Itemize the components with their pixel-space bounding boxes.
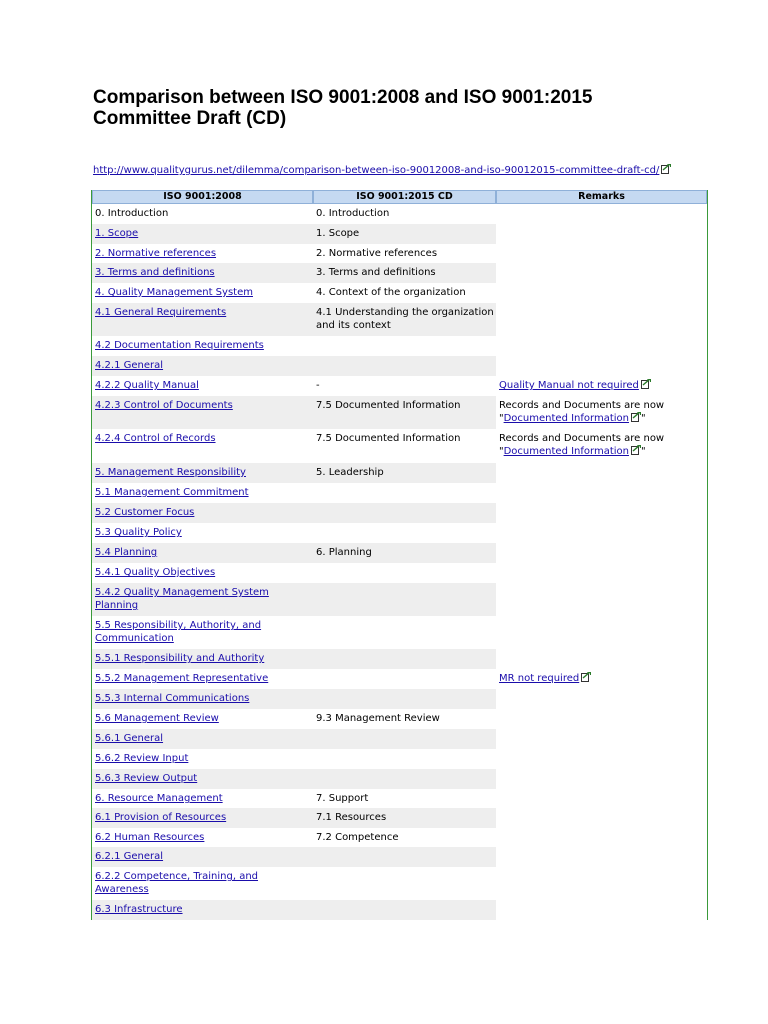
cell-remarks — [496, 483, 707, 503]
external-link-icon[interactable] — [631, 445, 641, 455]
cell-iso2008 — [92, 709, 313, 729]
cell-iso2008 — [92, 689, 313, 709]
cell-remarks — [496, 263, 707, 283]
remark-suffix: " — [640, 413, 646, 424]
cell-remarks — [496, 283, 707, 303]
cell-iso2008 — [92, 463, 313, 483]
cell-iso2008 — [92, 204, 313, 224]
table-row — [92, 669, 707, 689]
table-row — [92, 709, 707, 729]
cell-iso2015 — [313, 376, 496, 396]
clause-link[interactable]: 6.3 Infrastructure — [95, 904, 183, 915]
cell-remarks — [496, 244, 707, 263]
cell-iso2015 — [313, 429, 496, 463]
table-row — [92, 789, 707, 808]
cell-remarks — [496, 463, 707, 483]
cell-iso2008 — [92, 336, 313, 356]
table-row — [92, 224, 707, 244]
clause-link[interactable]: 4. Quality Management System — [95, 287, 253, 298]
cell-remarks — [496, 503, 707, 523]
clause-text: 0. Introduction — [95, 208, 169, 219]
cell-iso2015 — [313, 224, 496, 244]
cell-iso2008 — [92, 429, 313, 463]
cell-remarks — [496, 669, 707, 689]
cell-iso2015 — [313, 263, 496, 283]
cell-iso2015 — [313, 789, 496, 808]
clause-link[interactable]: 5.4 Planning — [95, 547, 158, 558]
cell-remarks — [496, 563, 707, 583]
clause-link[interactable]: 5.5 Responsibility, Authority, and Communication — [95, 620, 262, 644]
table-row — [92, 376, 707, 396]
cell-iso2015 — [313, 808, 496, 828]
cell-iso2015 — [313, 543, 496, 563]
clause-link[interactable]: 6.2.2 Competence, Training, and Awareness — [95, 871, 259, 895]
cell-iso2015 — [313, 847, 496, 867]
clause-link[interactable]: 3. Terms and definitions — [95, 267, 215, 278]
cell-remarks — [496, 224, 707, 244]
table-row — [92, 283, 707, 303]
cell-iso2008 — [92, 263, 313, 283]
clause-link[interactable]: 6.2 Human Resources — [95, 832, 205, 843]
cell-iso2015 — [313, 523, 496, 543]
cell-remarks — [496, 396, 707, 429]
remark-link[interactable]: Documented Information — [503, 446, 629, 457]
cell-iso2015 — [313, 463, 496, 483]
cell-remarks — [496, 847, 707, 867]
cell-iso2008 — [92, 376, 313, 396]
cell-iso2015 — [313, 483, 496, 503]
cell-iso2015 — [313, 749, 496, 769]
cell-remarks — [496, 583, 707, 616]
cell-iso2008 — [92, 729, 313, 749]
cell-iso2008 — [92, 283, 313, 303]
cell-iso2015 — [313, 769, 496, 789]
clause-text: 5. Leadership — [316, 467, 384, 478]
table-row — [92, 900, 707, 920]
clause-link[interactable]: 4.2 Documentation Requirements — [95, 340, 264, 351]
table-row — [92, 244, 707, 263]
cell-remarks — [496, 828, 707, 847]
clause-link[interactable]: 5.6.2 Review Input — [95, 753, 189, 764]
cell-remarks — [496, 900, 707, 920]
cell-remarks — [496, 303, 707, 336]
cell-remarks — [496, 356, 707, 376]
cell-iso2015 — [313, 649, 496, 669]
clause-text: 7. Support — [316, 793, 369, 804]
clause-link[interactable]: 4.1 General Requirements — [95, 307, 227, 318]
cell-remarks — [496, 543, 707, 563]
cell-iso2008 — [92, 303, 313, 336]
remark-link[interactable]: Quality Manual not required — [499, 380, 639, 391]
clause-link[interactable]: 5.2 Customer Focus — [95, 507, 195, 518]
clause-link[interactable]: 5.6.1 General — [95, 733, 164, 744]
external-link-icon[interactable] — [631, 412, 641, 422]
cell-remarks — [496, 769, 707, 789]
table-row — [92, 563, 707, 583]
table-row — [92, 689, 707, 709]
comparison-table — [91, 190, 708, 920]
cell-iso2015 — [313, 709, 496, 729]
cell-remarks — [496, 376, 707, 396]
table-row — [92, 463, 707, 483]
cell-remarks — [496, 749, 707, 769]
remark-link[interactable]: Documented Information — [503, 413, 629, 424]
page-title-line1: Comparison between ISO 9001:2008 and ISO 9001:2015 — [93, 87, 593, 108]
table-row — [92, 429, 707, 463]
table-row — [92, 847, 707, 867]
table-row — [92, 204, 707, 224]
table-body — [92, 204, 707, 920]
clause-text: 0. Introduction — [316, 208, 390, 219]
cell-remarks — [496, 429, 707, 463]
clause-link[interactable]: 5.4.2 Quality Management System Planning — [95, 587, 269, 611]
clause-link[interactable]: 5.1 Management Commitment — [95, 487, 249, 498]
cell-iso2008 — [92, 503, 313, 523]
remark-prefix: Records and Documents are now " — [499, 433, 665, 457]
table-header-row — [92, 190, 707, 204]
clause-link[interactable]: 6. Resource Management — [95, 793, 223, 804]
clause-text: 7.1 Resources — [316, 812, 387, 823]
table-row — [92, 303, 707, 336]
clause-text: - — [316, 380, 320, 391]
table-row — [92, 769, 707, 789]
cell-remarks — [496, 649, 707, 669]
remark-prefix: Records and Documents are now " — [499, 400, 665, 424]
clause-text: 9.3 Management Review — [316, 713, 440, 724]
cell-iso2008 — [92, 523, 313, 543]
table-row — [92, 616, 707, 649]
clause-text: 6. Planning — [316, 547, 372, 558]
table-row — [92, 729, 707, 749]
cell-iso2008 — [92, 616, 313, 649]
table-row — [92, 828, 707, 847]
clause-text: 7.2 Competence — [316, 832, 399, 843]
cell-iso2015 — [313, 828, 496, 847]
cell-iso2015 — [313, 616, 496, 649]
table-row — [92, 808, 707, 828]
clause-link[interactable]: 5.5.3 Internal Communications — [95, 693, 250, 704]
cell-iso2008 — [92, 356, 313, 376]
cell-iso2008 — [92, 789, 313, 808]
cell-remarks — [496, 867, 707, 900]
cell-remarks — [496, 204, 707, 224]
cell-iso2015 — [313, 669, 496, 689]
clause-link[interactable]: 5.3 Quality Policy — [95, 527, 182, 538]
clause-link[interactable]: 4.2.2 Quality Manual — [95, 380, 199, 391]
table-row — [92, 749, 707, 769]
cell-remarks — [496, 689, 707, 709]
cell-iso2008 — [92, 396, 313, 429]
clause-text: 7.5 Documented Information — [316, 433, 461, 444]
clause-text: 2. Normative references — [316, 248, 438, 259]
clause-link[interactable]: 4.2.4 Control of Records — [95, 433, 216, 444]
clause-link[interactable]: 5.5.2 Management Representative — [95, 673, 269, 684]
cell-iso2015 — [313, 689, 496, 709]
clause-link[interactable]: 5.5.1 Responsibility and Authority — [95, 653, 265, 664]
clause-link[interactable]: 2. Normative references — [95, 248, 217, 259]
cell-iso2008 — [92, 808, 313, 828]
cell-iso2008 — [92, 563, 313, 583]
cell-iso2015 — [313, 867, 496, 900]
cell-iso2008 — [92, 749, 313, 769]
external-link-icon[interactable] — [661, 164, 671, 174]
page-title-line2: Committee Draft (CD) — [93, 108, 287, 129]
table-row — [92, 867, 707, 900]
cell-iso2008 — [92, 669, 313, 689]
column-header-iso2015: ISO 9001:2015 CD — [313, 190, 496, 204]
cell-iso2015 — [313, 204, 496, 224]
clause-link[interactable]: 1. Scope — [95, 228, 139, 239]
cell-iso2015 — [313, 336, 496, 356]
clause-link[interactable]: 5.4.1 Quality Objectives — [95, 567, 216, 578]
clause-text: 4. Context of the organization — [316, 287, 466, 298]
external-link-icon[interactable] — [641, 379, 651, 389]
column-header-remarks: Remarks — [496, 190, 707, 204]
clause-link[interactable]: 6.2.1 General — [95, 851, 164, 862]
cell-iso2008 — [92, 583, 313, 616]
table-row — [92, 356, 707, 376]
cell-iso2015 — [313, 563, 496, 583]
cell-iso2008 — [92, 244, 313, 263]
cell-iso2015 — [313, 503, 496, 523]
clause-link[interactable]: 4.2.1 General — [95, 360, 164, 371]
cell-iso2008 — [92, 900, 313, 920]
cell-iso2015 — [313, 244, 496, 263]
cell-remarks — [496, 616, 707, 649]
remark-suffix: " — [640, 446, 646, 457]
cell-iso2015 — [313, 396, 496, 429]
clause-text: 1. Scope — [316, 228, 360, 239]
cell-iso2015 — [313, 900, 496, 920]
table-row — [92, 483, 707, 503]
table-row — [92, 396, 707, 429]
cell-iso2015 — [313, 303, 496, 336]
cell-iso2008 — [92, 543, 313, 563]
cell-iso2008 — [92, 847, 313, 867]
cell-remarks — [496, 523, 707, 543]
table-row — [92, 583, 707, 616]
external-link-icon[interactable] — [581, 672, 591, 682]
cell-iso2015 — [313, 583, 496, 616]
table-row — [92, 336, 707, 356]
table-row — [92, 543, 707, 563]
remark-link[interactable]: MR not required — [499, 673, 580, 684]
cell-iso2008 — [92, 867, 313, 900]
table-row — [92, 503, 707, 523]
cell-iso2015 — [313, 356, 496, 376]
source-link-block — [93, 164, 693, 177]
cell-remarks — [496, 729, 707, 749]
clause-text: 7.5 Documented Information — [316, 400, 461, 411]
clause-link[interactable]: 5.6 Management Review — [95, 713, 219, 724]
table-row — [92, 523, 707, 543]
cell-iso2008 — [92, 828, 313, 847]
clause-link[interactable]: 5.6.3 Review Output — [95, 773, 198, 784]
table-row — [92, 263, 707, 283]
source-link[interactable]: http://www.qualitygurus.net/dilemma/comparison-between-iso-90012008-and-iso-90012015-committee-draft-cd/ — [93, 165, 660, 176]
cell-remarks — [496, 336, 707, 356]
cell-iso2008 — [92, 769, 313, 789]
column-header-iso2008: ISO 9001:2008 — [92, 190, 313, 204]
cell-remarks — [496, 808, 707, 828]
cell-iso2015 — [313, 729, 496, 749]
cell-iso2008 — [92, 483, 313, 503]
clause-link[interactable]: 4.2.3 Control of Documents — [95, 400, 233, 411]
clause-link[interactable]: 5. Management Responsibility — [95, 467, 246, 478]
cell-remarks — [496, 709, 707, 729]
cell-iso2008 — [92, 649, 313, 669]
clause-text: 4.1 Understanding the organization and its context — [316, 307, 494, 331]
cell-iso2008 — [92, 224, 313, 244]
table-row — [92, 649, 707, 669]
page-title — [93, 87, 713, 129]
clause-text: 3. Terms and definitions — [316, 267, 436, 278]
cell-remarks — [496, 789, 707, 808]
clause-link[interactable]: 6.1 Provision of Resources — [95, 812, 227, 823]
cell-iso2015 — [313, 283, 496, 303]
